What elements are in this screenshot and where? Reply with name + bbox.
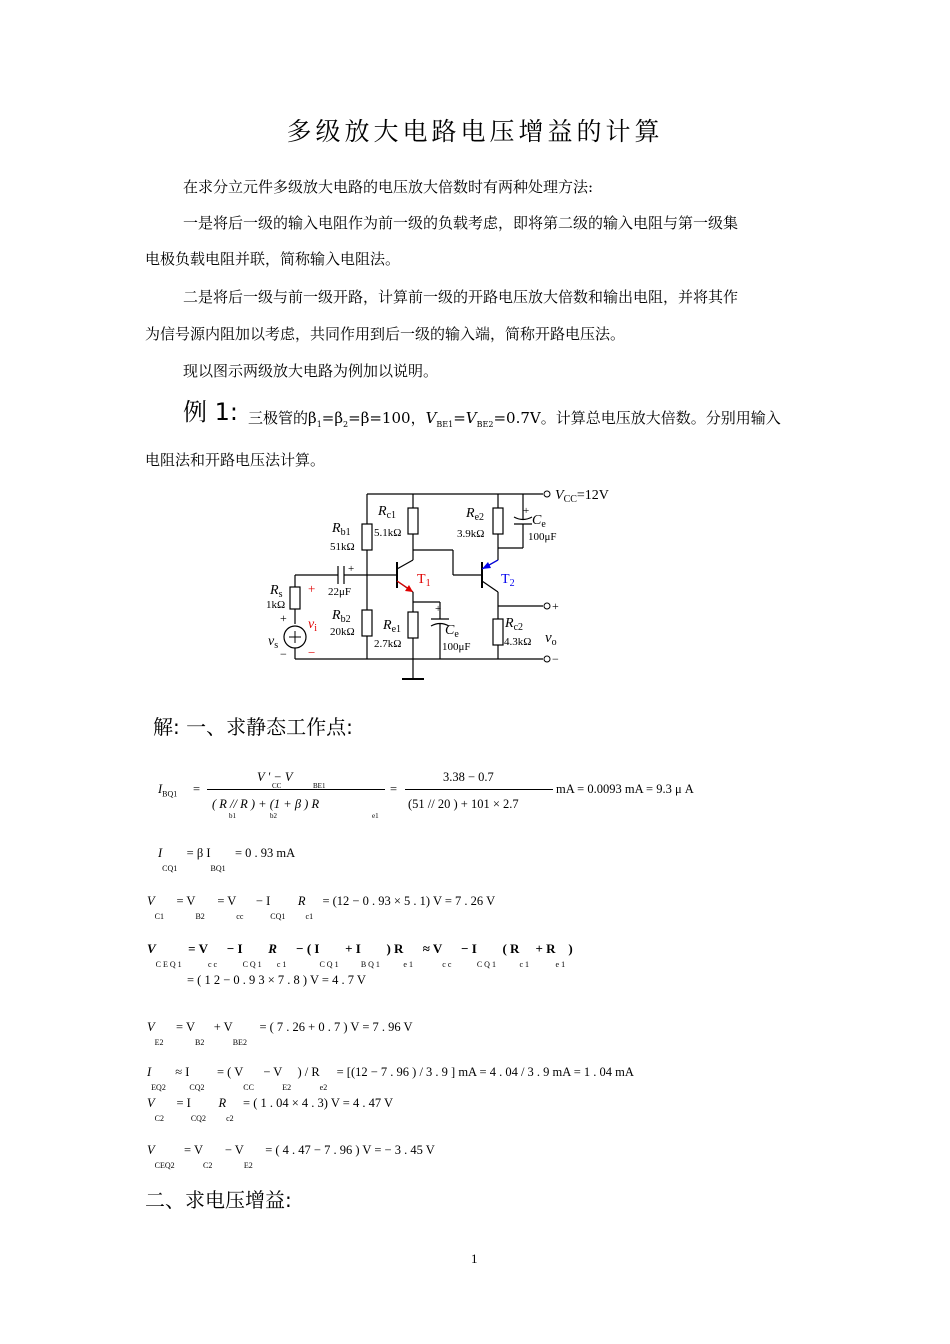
eq1-equals2: =: [390, 782, 398, 796]
eq6: $I_{EQ2} \approx I_{CQ2}$ = ( $V_{CC} - V_{E2}$ ) / $R_{e2} = [(12 - 7$ . 96 ) / 3 . 9 ] mA = 4 . 04 / 3 . 9 mA = 1 . 04 mA: [147, 1065, 634, 1092]
eq1-fraction-bar2: [405, 789, 553, 790]
eq1-den-b2: b2: [270, 812, 277, 820]
ce-top-value: 100μF: [528, 531, 557, 543]
output-plus-terminal: [544, 603, 550, 609]
eq1-result: mA = 0.0093 mA = 9.3 μ A: [556, 782, 694, 796]
solution-heading: 解: 一、求静态工作点:: [153, 715, 353, 739]
method-two-line2: 为信号源内阻加以考虑，共同作用到后一级的输入端，简称开路电压法。: [145, 325, 626, 343]
t2-label: $T_2$: [501, 572, 515, 589]
amplifier-circuit-diagram: [260, 482, 609, 687]
cin-plus: +: [348, 563, 355, 575]
example-statement-line2: 电阻法和开路电压法计算。: [145, 451, 326, 469]
eq1-equals: =: [193, 782, 201, 796]
rc1-label: $R_{c1}$: [378, 504, 397, 521]
rb2-resistor: [362, 610, 372, 636]
eq4-line2: = ( 1 2 − 0 . 9 3 × 7 . 8 ) V = 4 . 7 V: [187, 973, 366, 987]
vi-label: $v_i$: [308, 617, 317, 634]
example-label: 例 1:: [183, 398, 238, 426]
eq1-den-e1: e1: [372, 812, 379, 820]
eq1-num-sub-be: BE1: [313, 782, 326, 790]
re2-value: 3.9kΩ: [457, 528, 485, 540]
rb2-value: 20kΩ: [330, 626, 355, 638]
rc2-label: $R_{c2}$: [505, 616, 524, 633]
ce-bot-plus: +: [435, 603, 442, 615]
vo-label: $v_o$: [545, 630, 557, 648]
eq7: $V_{C2}$ = $I_{CQ2}$ $R_{c2}$ = ( 1 . 04 × 4 . 3) V = 4 . 47 V: [147, 1096, 394, 1123]
re2-label: $R_{e2}$: [466, 506, 485, 523]
vs-minus: −: [280, 647, 287, 661]
cin-value: 22μF: [328, 586, 352, 598]
page-title: 多级放大电路电压增益的计算: [286, 117, 664, 146]
page-number: 1: [471, 1251, 478, 1266]
rc1-value: 5.1kΩ: [374, 527, 402, 539]
eq2: $I_{CQ1} = \beta$ $I_{BQ1} = 0$ . 93 mA: [158, 846, 296, 873]
rs-label: $R_s$: [270, 583, 283, 600]
eq1-denominator: ( R // R ) + (1 + β ) R: [212, 797, 320, 811]
eq1-numerator: V ' − V: [257, 770, 293, 784]
eq5: $V_{E2}$ = $V_{B2} + V_{BE2}$ = ( 7 . 26 + 0 . 7 ) V = 7 . 96 V: [147, 1020, 413, 1047]
intro-paragraph: 在求分立元件多级放大电路的电压放大倍数时有两种处理方法:: [183, 178, 594, 196]
out-plus: +: [552, 599, 559, 613]
vcc-terminal: [544, 491, 550, 497]
ce-bot-value: 100μF: [442, 641, 471, 653]
rb2-label: $R_{b2}$: [332, 608, 351, 625]
rb1-label: $R_{b1}$: [332, 521, 351, 538]
eq1-den-b1: b1: [229, 812, 236, 820]
eq4-line1: $V_{C E Q 1} = V_{c c} - I_{C Q 1}$ $R_{c 1}$ − ( $I_{C Q 1} + I_{B Q 1}$ ) $R_{e 1} \approx V_{c c} - I_{C Q 1}$ ( $R_{c 1} + R_{e 1}$ ): [147, 941, 573, 969]
re1-resistor: [408, 612, 418, 638]
rc2-resistor: [493, 619, 503, 645]
re2-resistor: [493, 508, 503, 534]
vs-label: $v_s$: [268, 634, 279, 651]
eq1-fraction-bar: [207, 789, 385, 790]
example-intro: 现以图示两级放大电路为例加以说明。: [183, 362, 439, 380]
t1-label: $T_1$: [417, 572, 431, 589]
method-two-line1: 二是将后一级与前一级开路，计算前一级的开路电压放大倍数和输出电阻，并将其作: [183, 288, 739, 306]
out-minus: −: [552, 652, 559, 666]
eq1-num-sub-cc: CC: [272, 782, 282, 790]
method-one-line2: 电极负载电阻并联，简称输入电阻法。: [145, 250, 401, 268]
rc2-value: 4.3kΩ: [504, 636, 532, 648]
eq1-denominator2: (51 // 20 ) + 101 × 2.7: [408, 797, 519, 811]
rb1-value: 51kΩ: [330, 541, 355, 553]
output-minus-terminal: [544, 656, 550, 662]
voltage-gain-heading: 二、求电压增益:: [145, 1188, 292, 1212]
re1-label: $R_{e1}$: [383, 618, 402, 635]
rs-value: 1kΩ: [266, 599, 286, 611]
eq8: $V_{CEQ2} = V_{C2}$ − $V_{E2}$ = ( 4 . 47 − 7 . 96 ) V = − 3 . 45 V: [147, 1143, 435, 1170]
eq3: $V_{C1}$ = $V_{B2}$ = $V_{cc}$ − $I_{CQ1}$ $R_{c1} = (12 - 0$ . 93 × 5 . 1) V = 7 . 26 V: [147, 894, 496, 921]
eq1-numerator2: 3.38 − 0.7: [443, 770, 494, 784]
vi-minus: −: [308, 645, 316, 660]
rs-resistor: [290, 587, 300, 609]
ce-bot-label: $C_e$: [445, 623, 459, 640]
rb1-resistor: [362, 524, 372, 550]
vi-plus: +: [308, 581, 316, 596]
eq1-lhs: $I_{BQ1}$: [158, 782, 178, 799]
rc1-resistor: [408, 508, 418, 534]
example-statement: 三极管的$\beta_1=\beta_2=\beta=100$，$V_{BE1}=V_{BE2}=0.7V$。计算总电压放大倍数。分别用输入: [248, 409, 781, 429]
method-one-line1: 一是将后一级的输入电阻作为前一级的负载考虑，即将第二级的输入电阻与第一级集: [183, 214, 739, 232]
re1-value: 2.7kΩ: [374, 638, 402, 650]
ce-top-plus: +: [523, 505, 530, 517]
ce-top-label: $C_e$: [532, 513, 546, 530]
vcc-label: $V_{CC}=12V$: [555, 488, 609, 505]
vs-plus: +: [280, 611, 287, 625]
